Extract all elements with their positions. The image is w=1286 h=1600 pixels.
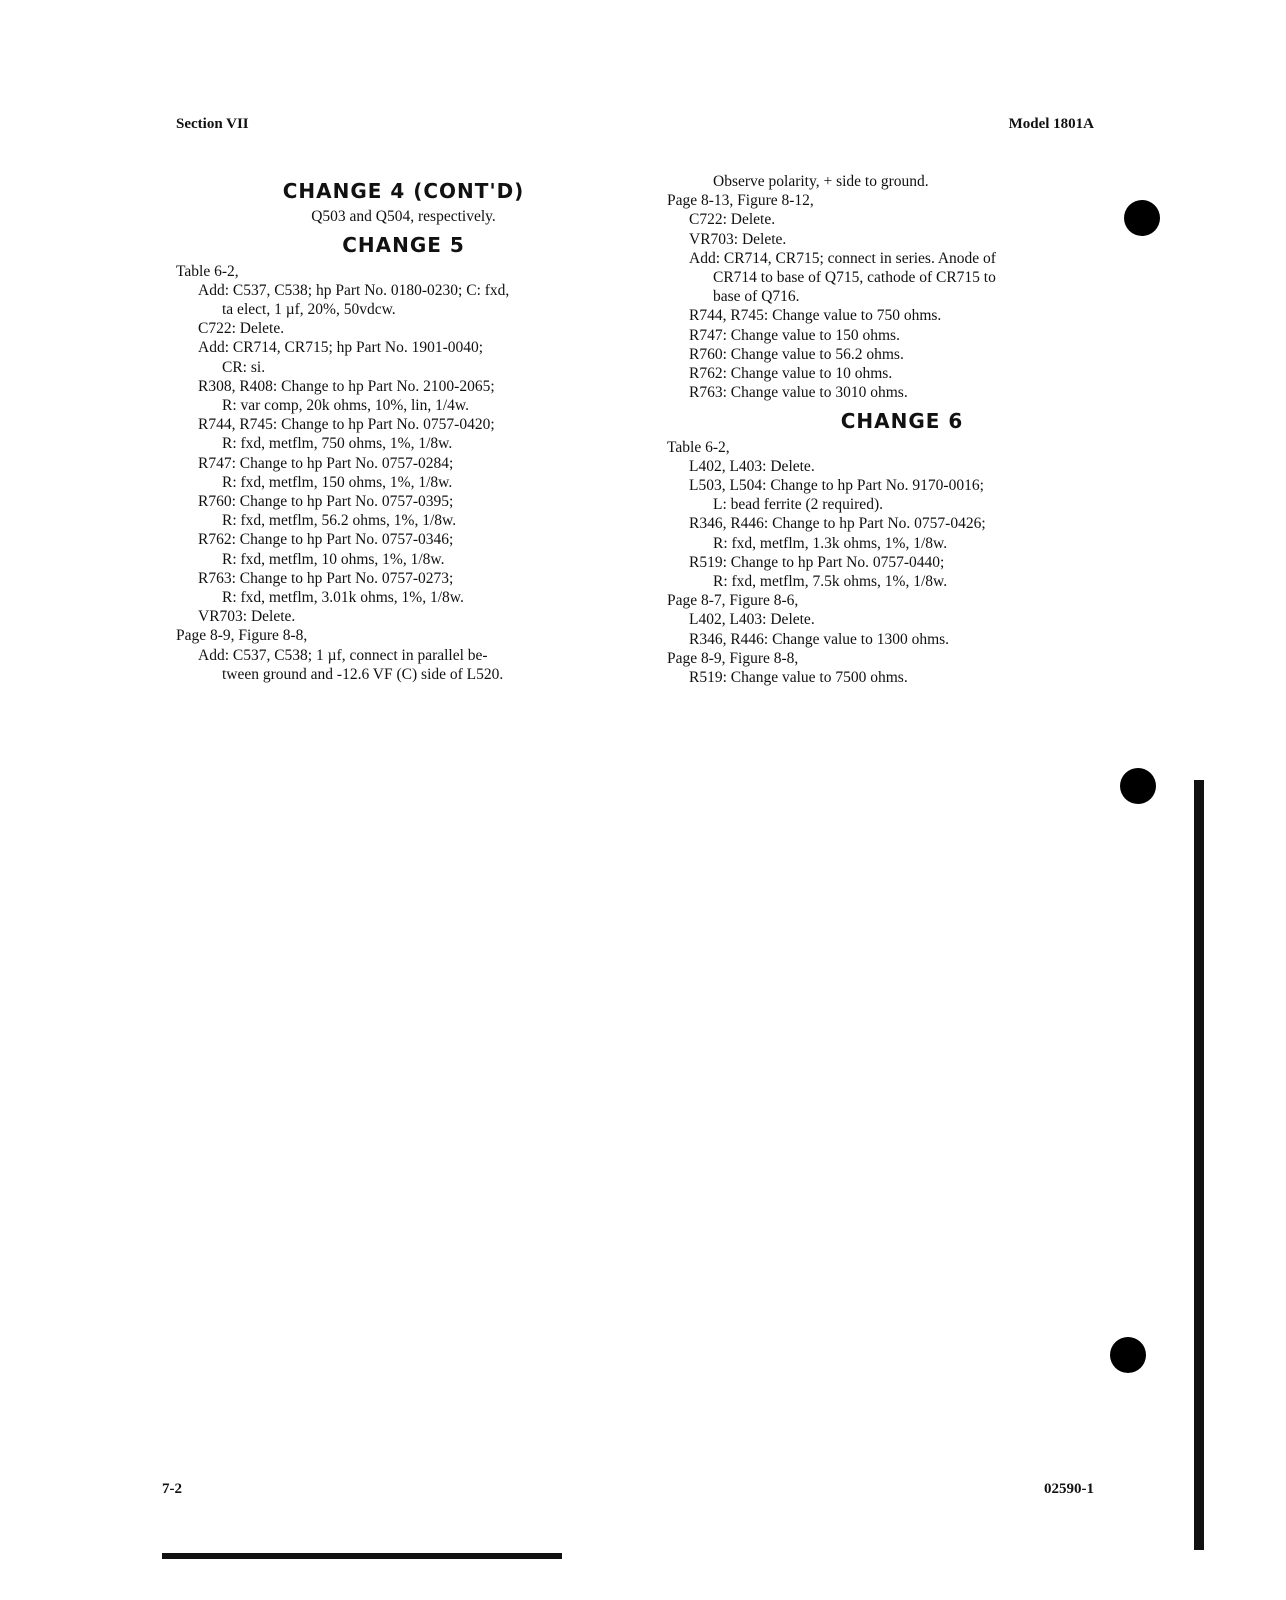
text-line: L: bead ferrite (2 required).: [713, 496, 883, 514]
text-line: Observe polarity, + side to ground.: [713, 173, 929, 190]
binder-hole-bottom: [1110, 1337, 1146, 1373]
scan-bottom-edge: [162, 1553, 562, 1559]
text-line: R763: Change to hp Part No. 0757-0273;: [198, 569, 454, 587]
text-line: CR714 to base of Q715, cathode of CR715 to: [713, 269, 996, 287]
text-line: Add: CR714, CR715; hp Part No. 1901-0040;: [198, 339, 484, 357]
text-line: Page 8-7, Figure 8-6,: [667, 592, 799, 610]
text-line: R: fxd, metflm, 750 ohms, 1%, 1/8w.: [222, 435, 453, 453]
text-line: R: var comp, 20k ohms, 10%, lin, 1/4w.: [222, 397, 469, 415]
text-line: R: fxd, metflm, 10 ohms, 1%, 1/8w.: [222, 550, 445, 568]
section-heading: CHANGE 4 (CONT'D): [282, 179, 525, 203]
section-heading: CHANGE 5: [342, 233, 465, 258]
text-line: R346, R446: Change to hp Part No. 0757-0426;: [689, 515, 986, 533]
right-column: [667, 172, 1137, 687]
text-line: R744, R745: Change value to 750 ohms.: [689, 307, 942, 325]
text-line: R519: Change to hp Part No. 0757-0440;: [689, 553, 945, 571]
text-line: R519: Change value to 7500 ohms.: [689, 669, 908, 687]
text-line: Page 8-9, Figure 8-8,: [176, 627, 308, 645]
text-line: R: fxd, metflm, 150 ohms, 1%, 1/8w.: [222, 473, 453, 491]
text-line: Add: C537, C538; hp Part No. 0180-0230; C: fxd,: [198, 281, 510, 299]
text-line: ta elect, 1 µf, 20%, 50vdcw.: [222, 301, 396, 319]
text-line: L402, L403: Delete.: [689, 457, 815, 475]
model-label: Model 1801A: [1008, 116, 1094, 132]
text-line: C722: Delete.: [689, 211, 776, 229]
text-line: Add: CR714, CR715; connect in series. Anode of: [689, 249, 996, 267]
text-line: L402, L403: Delete.: [689, 611, 815, 629]
text-line: Add: C537, C538; 1 µf, connect in parallel be-: [198, 646, 488, 664]
text-line: Page 8-9, Figure 8-8,: [667, 649, 799, 667]
text-line: VR703: Delete.: [198, 608, 296, 626]
page-number: 7-2: [162, 1481, 182, 1497]
text-line: R346, R446: Change value to 1300 ohms.: [689, 630, 950, 648]
text-line: Q503 and Q504, respectively.: [311, 208, 496, 226]
text-line: C722: Delete.: [198, 320, 285, 338]
text-line: R: fxd, metflm, 7.5k ohms, 1%, 1/8w.: [713, 573, 948, 591]
section-heading: CHANGE 6: [840, 409, 964, 434]
text-line: R760: Change to hp Part No. 0757-0395;: [198, 493, 454, 511]
left-column: [176, 172, 631, 684]
text-line: R: fxd, metflm, 1.3k ohms, 1%, 1/8w.: [713, 534, 948, 552]
text-line: tween ground and -12.6 VF (C) side of L520.: [222, 665, 504, 683]
text-line: Page 8-13, Figure 8-12,: [667, 192, 814, 210]
text-line: base of Q716.: [713, 288, 800, 306]
text-line: VR703: Delete.: [689, 230, 787, 248]
text-line: R308, R408: Change to hp Part No. 2100-2065;: [198, 377, 495, 395]
binder-hole-top: [1124, 200, 1160, 236]
text-line: L503, L504: Change to hp Part No. 9170-0016;: [689, 477, 984, 495]
text-line: CR: si.: [222, 358, 266, 376]
text-line: Table 6-2,: [176, 262, 239, 280]
text-line: R: fxd, metflm, 56.2 ohms, 1%, 1/8w.: [222, 512, 457, 530]
text-line: R762: Change value to 10 ohms.: [689, 365, 893, 383]
text-line: R747: Change to hp Part No. 0757-0284;: [198, 454, 454, 472]
text-line: R744, R745: Change to hp Part No. 0757-0420;: [198, 416, 495, 434]
text-line: R762: Change to hp Part No. 0757-0346;: [198, 531, 454, 549]
page-edge-shadow: [1194, 780, 1204, 1550]
text-line: Table 6-2,: [667, 438, 730, 456]
section-label: Section VII: [176, 116, 249, 132]
text-line: R: fxd, metflm, 3.01k ohms, 1%, 1/8w.: [222, 589, 464, 607]
binder-hole-middle: [1120, 768, 1156, 804]
text-line: R760: Change value to 56.2 ohms.: [689, 345, 904, 363]
document-number: 02590-1: [1044, 1481, 1094, 1497]
text-line: R747: Change value to 150 ohms.: [689, 326, 900, 344]
text-line: R763: Change value to 3010 ohms.: [689, 384, 908, 402]
